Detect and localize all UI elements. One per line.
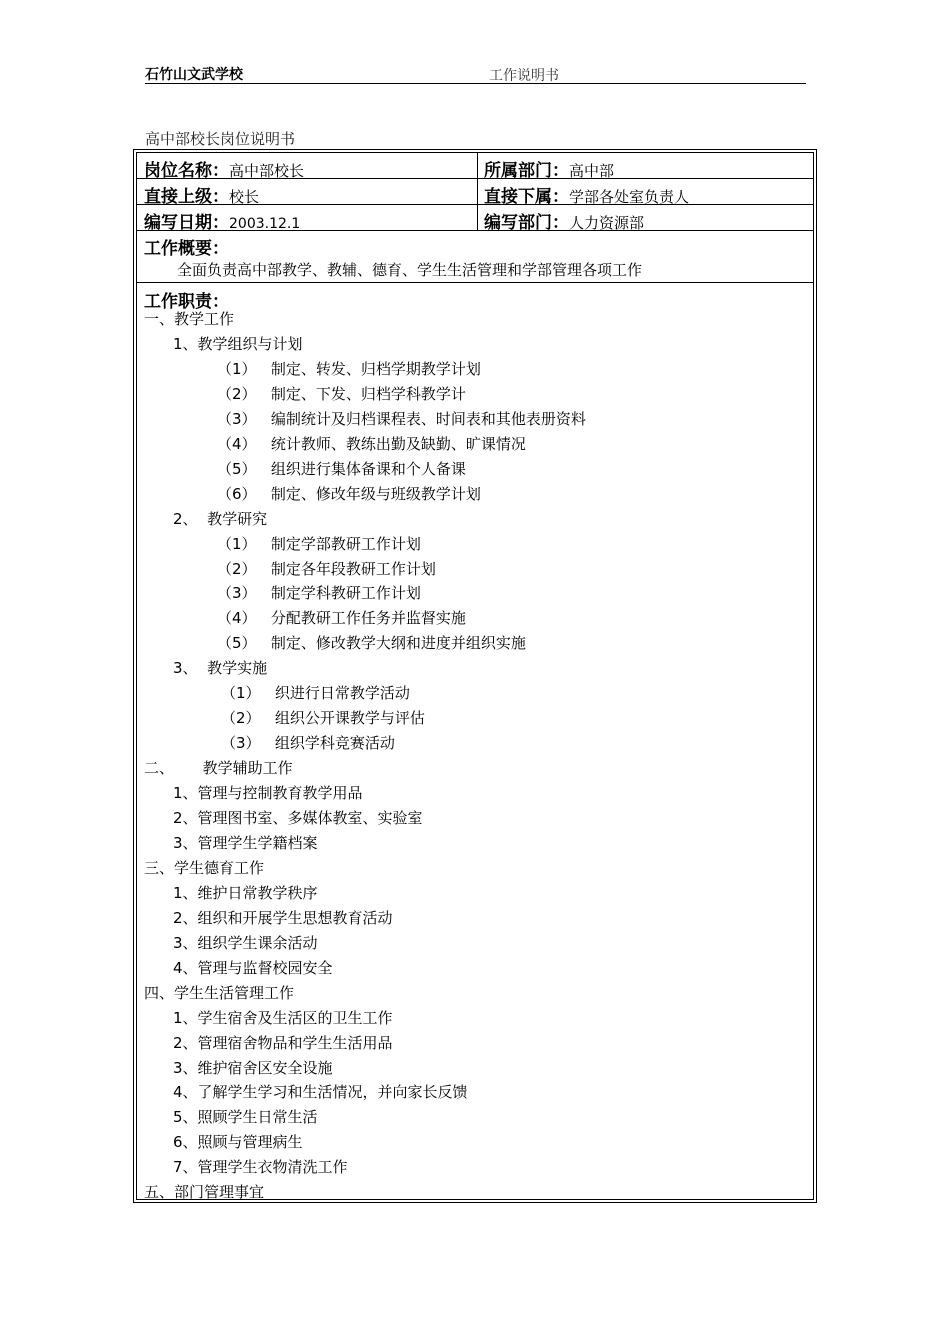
duty-line: （2） 制定、下发、归档学科教学计: [217, 384, 466, 403]
department-cell: [484, 156, 614, 181]
duty-line: （1） 制定、转发、归档学期教学计划: [217, 359, 481, 378]
table-row: [137, 179, 813, 205]
page-title: 高中部校长岗位说明书: [145, 130, 296, 148]
duty-line: （6） 制定、修改年级与班级教学计划: [217, 484, 481, 503]
author-dept-value: 人力资源部: [569, 214, 645, 232]
duty-line: 1、维护日常教学秩序: [173, 883, 318, 902]
column-divider: [477, 205, 478, 230]
date-label: 编写日期：: [144, 213, 229, 233]
duty-line: （1） 织进行日常教学活动: [221, 684, 410, 703]
duty-line: 4、管理与监督校园安全: [173, 958, 333, 977]
duty-line: （5） 制定、修改教学大纲和进度并组织实施: [217, 634, 526, 653]
position-cell: [144, 156, 304, 181]
date-value: 2003.12.1: [229, 216, 301, 232]
duty-line: 7、管理学生衣物清洗工作: [173, 1158, 348, 1177]
duty-line: 1、管理与控制教育教学用品: [173, 784, 363, 803]
doc-type: 工作说明书: [489, 68, 559, 84]
subordinate-value: 学部各处室负责人: [569, 188, 690, 206]
duty-line: 2、组织和开展学生思想教育活动: [173, 908, 393, 927]
duty-line: 二、 教学辅助工作: [144, 759, 293, 778]
subordinate-cell: [484, 182, 689, 207]
position-label: 岗位名称：: [144, 161, 229, 181]
column-divider: [477, 179, 478, 204]
date-cell: [144, 208, 300, 233]
summary-section: [137, 231, 813, 283]
duty-line: 6、照顾与管理病生: [173, 1133, 303, 1152]
duty-line: 4、了解学生学习和生活情况，并向家长反馈: [173, 1083, 468, 1102]
duties-label: 工作职责：: [144, 292, 229, 312]
duty-line: 3、维护宿舍区安全设施: [173, 1058, 333, 1077]
duty-line: （2） 制定各年段教研工作计划: [217, 559, 436, 578]
duty-line: （5） 组织进行集体备课和个人备课: [217, 459, 466, 478]
duty-line: 三、学生德育工作: [144, 858, 265, 877]
duty-line: 1、学生宿舍及生活区的卫生工作: [173, 1008, 393, 1027]
department-value: 高中部: [569, 162, 615, 180]
summary-label: 工作概要：: [144, 239, 229, 259]
job-description-table: [136, 152, 814, 1200]
author-dept-cell: [484, 208, 644, 233]
school-name: 石竹山文武学校: [145, 67, 243, 83]
header-rule: [145, 83, 806, 84]
subordinate-label: 直接下属：: [484, 187, 569, 207]
duty-line: 2、管理图书室、多媒体教室、实验室: [173, 809, 423, 827]
superior-label: 直接上级：: [144, 187, 229, 207]
superior-cell: [144, 182, 259, 207]
duty-line: 3、 教学实施: [173, 659, 268, 678]
duty-line: 2、 教学研究: [173, 509, 268, 528]
author-dept-label: 编写部门：: [484, 213, 569, 233]
duty-line: （3） 组织学科竞赛活动: [221, 734, 395, 753]
duty-line: 3、管理学生学籍档案: [173, 833, 318, 852]
duty-line: 5、照顾学生日常生活: [173, 1108, 318, 1127]
duty-line: 2、管理宿舍物品和学生生活用品: [173, 1033, 393, 1052]
column-divider: [477, 153, 478, 178]
duty-line: 1、教学组织与计划: [173, 334, 303, 353]
position-value: 高中部校长: [229, 162, 305, 180]
table-row: [137, 205, 813, 231]
department-label: 所属部门：: [484, 161, 569, 181]
duty-line: （3） 制定学科教研工作计划: [217, 584, 421, 603]
duty-line: 四、学生生活管理工作: [144, 983, 295, 1002]
duty-line: 一、教学工作: [144, 310, 235, 328]
duty-line: （3） 编制统计及归档课程表、时间表和其他表册资料: [217, 409, 586, 428]
duty-line: （1） 制定学部教研工作计划: [217, 534, 421, 553]
duty-line: 五、部门管理事宜: [144, 1183, 265, 1202]
duty-line: （2） 组织公开课教学与评估: [221, 709, 425, 728]
table-row: [137, 153, 813, 179]
duty-line: （4） 分配教研工作任务并监督实施: [217, 609, 466, 628]
summary-text: 全面负责高中部教学、教辅、德育、学生生活管理和学部管理各项工作: [177, 261, 643, 279]
superior-value: 校长: [229, 188, 260, 206]
duty-line: （4） 统计教师、教练出勤及缺勤、旷课情况: [217, 434, 526, 453]
duty-line: 3、组织学生课余活动: [173, 933, 318, 952]
